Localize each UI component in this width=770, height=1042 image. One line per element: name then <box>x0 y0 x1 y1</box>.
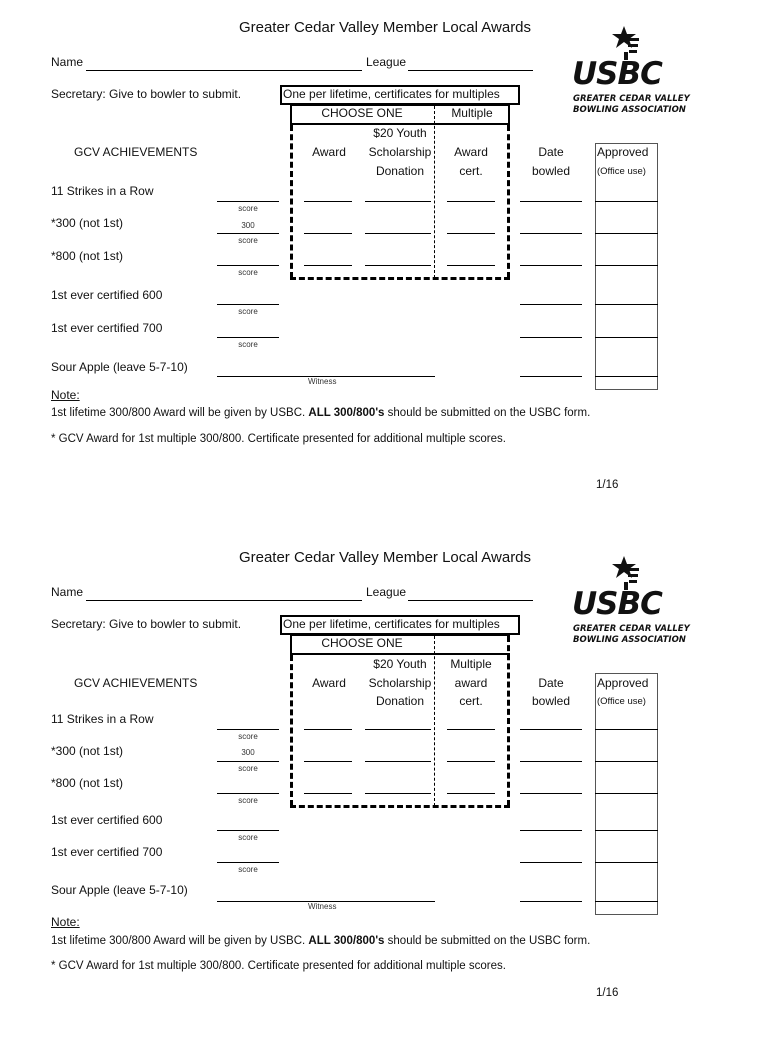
date-field[interactable] <box>520 830 582 831</box>
score-field[interactable] <box>217 201 279 202</box>
score-field[interactable] <box>217 233 279 234</box>
choose-right-border <box>507 636 510 806</box>
note-line-1-c: should be submitted on the USBC form. <box>384 407 591 419</box>
note-line-1-a: 1st lifetime 300/800 Award will be given by USBC. <box>51 407 309 419</box>
approved-field[interactable] <box>595 862 658 863</box>
award-cert-header-1: Award <box>454 145 488 159</box>
logo-wordmark: USBC <box>572 586 662 622</box>
usbc-logo <box>572 554 702 654</box>
approved-field[interactable] <box>595 376 658 377</box>
score-label: score <box>238 732 258 741</box>
choose-left-border <box>290 655 293 806</box>
score-label: score <box>238 340 258 349</box>
approved-field[interactable] <box>595 265 658 266</box>
date-field[interactable] <box>520 761 582 762</box>
score-field[interactable] <box>217 729 279 730</box>
score-field[interactable] <box>217 337 279 338</box>
scholarship-choice[interactable] <box>365 201 431 202</box>
scholarship-choice[interactable] <box>365 793 431 794</box>
approved-field[interactable] <box>595 304 658 305</box>
row-label-700: 1st ever certified 700 <box>51 321 163 335</box>
scholarship-header-2: Scholarship <box>368 676 432 690</box>
award-choice[interactable] <box>304 761 352 762</box>
award-choice[interactable] <box>304 793 352 794</box>
league-field[interactable] <box>408 600 533 601</box>
approved-field[interactable] <box>595 729 658 730</box>
page-number: 1/16 <box>596 479 619 491</box>
note-line-1 <box>51 935 590 947</box>
date-field[interactable] <box>520 901 582 902</box>
award-header: Award <box>312 145 346 159</box>
row-label-sour-apple: Sour Apple (leave 5-7-10) <box>51 883 188 897</box>
form-title: Greater Cedar Valley Member Local Awards <box>238 19 532 36</box>
cert-choice[interactable] <box>447 793 495 794</box>
page-number: 1/16 <box>596 987 619 999</box>
scholarship-choice[interactable] <box>365 233 431 234</box>
award-cert-header-2: cert. <box>459 164 483 178</box>
date-field[interactable] <box>520 233 582 234</box>
score-field[interactable] <box>217 862 279 863</box>
row-label-600: 1st ever certified 600 <box>51 288 163 302</box>
score-field[interactable] <box>217 830 279 831</box>
date-field[interactable] <box>520 862 582 863</box>
score-field[interactable] <box>217 761 279 762</box>
note-line-2: * GCV Award for 1st multiple 300/800. Certificate presented for additional multiple scores. <box>51 433 506 445</box>
award-choice[interactable] <box>304 265 352 266</box>
row-label-600: 1st ever certified 600 <box>51 813 163 827</box>
bowler-icon <box>610 554 644 590</box>
row-label-800: *800 (not 1st) <box>51 776 124 790</box>
score-label: score <box>238 268 258 277</box>
score-label: score <box>238 764 258 773</box>
choose-right-border <box>507 125 510 278</box>
award-cert-header-1: Multiple <box>450 657 492 671</box>
award-cert-header-3: cert. <box>459 694 483 708</box>
witness-label: Witness <box>308 902 337 911</box>
approved-column <box>595 673 658 915</box>
score-field[interactable] <box>217 265 279 266</box>
date-field[interactable] <box>520 793 582 794</box>
logo-line-1: GREATER CEDAR VALLEY <box>573 94 690 104</box>
row-label-800: *800 (not 1st) <box>51 249 124 263</box>
score-label: score <box>238 833 258 842</box>
award-header: Award <box>312 676 346 690</box>
date-field[interactable] <box>520 729 582 730</box>
score-300-value: 300 <box>241 748 255 757</box>
award-form-1 <box>0 0 770 512</box>
row-label-11-strikes: 11 Strikes in a Row <box>51 712 154 726</box>
choose-left-border <box>290 125 293 278</box>
multiple-header: Multiple <box>451 106 493 120</box>
note-line-2: * GCV Award for 1st multiple 300/800. Certificate presented for additional multiple scores. <box>51 960 506 972</box>
usbc-logo <box>572 24 702 124</box>
choose-one-label: CHOOSE ONE <box>321 106 403 120</box>
note-line-1 <box>51 407 590 419</box>
note-line-1-c: should be submitted on the USBC form. <box>384 935 591 947</box>
date-field[interactable] <box>520 337 582 338</box>
achievements-header: GCV ACHIEVEMENTS <box>74 676 198 690</box>
note-line-1-a: 1st lifetime 300/800 Award will be given by USBC. <box>51 935 309 947</box>
name-label: Name <box>51 585 84 599</box>
row-label-300: *300 (not 1st) <box>51 744 124 758</box>
approved-field[interactable] <box>595 201 658 202</box>
date-header-1: Date <box>538 676 564 690</box>
note-line-1-bold: ALL 300/800's <box>308 935 385 947</box>
scholarship-header-3: Donation <box>375 164 425 178</box>
row-label-sour-apple: Sour Apple (leave 5-7-10) <box>51 360 188 374</box>
office-use-label: (Office use) <box>597 166 646 177</box>
score-label: score <box>238 307 258 316</box>
choose-bottom-border <box>290 805 510 808</box>
league-label: League <box>366 585 407 599</box>
approved-header: Approved <box>597 145 649 159</box>
award-choice[interactable] <box>304 729 352 730</box>
scholarship-header-2: Scholarship <box>368 145 432 159</box>
lifetime-note: One per lifetime, certificates for multiples <box>283 617 500 631</box>
cert-choice[interactable] <box>447 201 495 202</box>
scholarship-header-3: Donation <box>375 694 425 708</box>
approved-field[interactable] <box>595 337 658 338</box>
scholarship-header-1: $20 Youth <box>373 126 427 140</box>
achievements-header: GCV ACHIEVEMENTS <box>74 145 198 159</box>
date-field[interactable] <box>520 201 582 202</box>
cert-choice[interactable] <box>447 761 495 762</box>
name-field[interactable] <box>86 600 362 601</box>
row-label-700: 1st ever certified 700 <box>51 845 163 859</box>
scholarship-choice[interactable] <box>365 761 431 762</box>
scholarship-header-1: $20 Youth <box>373 657 427 671</box>
date-header-1: Date <box>538 145 564 159</box>
date-field[interactable] <box>520 265 582 266</box>
score-label: score <box>238 865 258 874</box>
note-line-1-bold: ALL 300/800's <box>308 407 385 419</box>
row-label-11-strikes: 11 Strikes in a Row <box>51 184 154 198</box>
logo-line-2: BOWLING ASSOCIATION <box>573 105 686 115</box>
score-label: score <box>238 204 258 213</box>
date-field[interactable] <box>520 304 582 305</box>
approved-field[interactable] <box>595 830 658 831</box>
approved-field[interactable] <box>595 233 658 234</box>
name-field[interactable] <box>86 70 362 71</box>
logo-line-2: BOWLING ASSOCIATION <box>573 635 686 645</box>
note-label: Note: <box>51 388 80 402</box>
score-field[interactable] <box>217 793 279 794</box>
approved-field[interactable] <box>595 901 658 902</box>
date-field[interactable] <box>520 376 582 377</box>
name-label: Name <box>51 55 84 69</box>
cert-choice[interactable] <box>447 233 495 234</box>
approved-header: Approved <box>597 676 649 690</box>
score-field[interactable] <box>217 304 279 305</box>
league-field[interactable] <box>408 70 533 71</box>
score-label: score <box>238 796 258 805</box>
witness-label: Witness <box>308 377 337 386</box>
date-header-2: bowled <box>531 694 571 708</box>
scholarship-choice[interactable] <box>365 729 431 730</box>
choose-bottom-border <box>290 277 510 280</box>
cert-choice[interactable] <box>447 729 495 730</box>
office-use-label: (Office use) <box>597 696 646 707</box>
form-title: Greater Cedar Valley Member Local Awards <box>238 549 532 566</box>
note-label: Note: <box>51 915 80 929</box>
lifetime-note: One per lifetime, certificates for multiples <box>283 87 500 101</box>
score-300-value: 300 <box>241 221 255 230</box>
logo-wordmark: USBC <box>572 56 662 92</box>
scholarship-choice[interactable] <box>365 265 431 266</box>
choose-one-label: CHOOSE ONE <box>321 636 403 650</box>
league-label: League <box>366 55 407 69</box>
secretary-note: Secretary: Give to bowler to submit. <box>51 87 242 101</box>
award-cert-header-2: award <box>454 676 488 690</box>
cert-choice[interactable] <box>447 265 495 266</box>
award-choice[interactable] <box>304 233 352 234</box>
approved-field[interactable] <box>595 793 658 794</box>
bowler-icon <box>610 24 644 60</box>
approved-field[interactable] <box>595 761 658 762</box>
award-choice[interactable] <box>304 201 352 202</box>
approved-column <box>595 143 658 390</box>
logo-line-1: GREATER CEDAR VALLEY <box>573 624 690 634</box>
secretary-note: Secretary: Give to bowler to submit. <box>51 617 242 631</box>
date-header-2: bowled <box>531 164 571 178</box>
score-label: score <box>238 236 258 245</box>
row-label-300: *300 (not 1st) <box>51 216 124 230</box>
award-form-2 <box>0 530 770 1042</box>
